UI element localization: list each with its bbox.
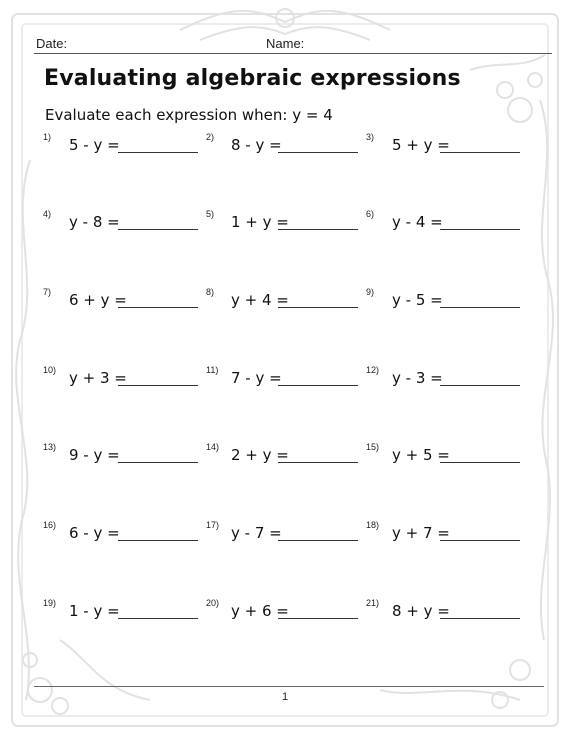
answer-blank[interactable] bbox=[440, 462, 520, 463]
problem-number: 20) bbox=[206, 598, 220, 608]
answer-blank[interactable] bbox=[278, 540, 358, 541]
answer-blank[interactable] bbox=[118, 618, 198, 619]
problem-number: 12) bbox=[366, 365, 380, 375]
problem-expression: 1 + y = bbox=[231, 213, 289, 231]
worksheet-title: Evaluating algebraic expressions bbox=[44, 66, 461, 91]
problem-item bbox=[43, 365, 198, 391]
problem-item bbox=[43, 209, 198, 235]
problem-number: 3) bbox=[366, 132, 375, 142]
problem-expression: y - 4 = bbox=[392, 213, 443, 231]
problem-item bbox=[206, 442, 358, 468]
problem-number: 21) bbox=[366, 598, 380, 608]
problem-item bbox=[43, 598, 198, 624]
problem-expression: y + 4 = bbox=[231, 291, 289, 309]
answer-blank[interactable] bbox=[118, 540, 198, 541]
problem-item bbox=[366, 287, 520, 313]
problem-number: 19) bbox=[43, 598, 57, 608]
problem-expression: 1 - y = bbox=[69, 602, 120, 620]
problem-expression: y - 3 = bbox=[392, 369, 443, 387]
page-number: 1 bbox=[281, 691, 289, 703]
problem-number: 5) bbox=[206, 209, 215, 219]
answer-blank[interactable] bbox=[440, 385, 520, 386]
answer-blank[interactable] bbox=[278, 385, 358, 386]
answer-blank[interactable] bbox=[440, 540, 520, 541]
problem-number: 15) bbox=[366, 442, 380, 452]
problem-item bbox=[366, 209, 520, 235]
problem-item bbox=[206, 209, 358, 235]
date-label: Date: bbox=[36, 36, 68, 51]
problem-item bbox=[366, 132, 520, 158]
problem-number: 14) bbox=[206, 442, 220, 452]
problem-number: 18) bbox=[366, 520, 380, 530]
problem-expression: y - 7 = bbox=[231, 524, 282, 542]
problem-expression: 8 + y = bbox=[392, 602, 450, 620]
problem-item bbox=[43, 442, 198, 468]
problem-number: 11) bbox=[206, 365, 219, 375]
answer-blank[interactable] bbox=[118, 385, 198, 386]
name-label: Name: bbox=[266, 36, 305, 51]
problem-expression: y + 3 = bbox=[69, 369, 127, 387]
answer-blank[interactable] bbox=[440, 152, 520, 153]
problem-number: 7) bbox=[43, 287, 52, 297]
problem-expression: 6 - y = bbox=[69, 524, 120, 542]
problem-expression: y + 7 = bbox=[392, 524, 450, 542]
answer-blank[interactable] bbox=[118, 462, 198, 463]
answer-blank[interactable] bbox=[278, 618, 358, 619]
problem-number: 8) bbox=[206, 287, 215, 297]
problem-expression: y + 5 = bbox=[392, 446, 450, 464]
problem-number: 1) bbox=[43, 132, 52, 142]
answer-blank[interactable] bbox=[278, 229, 358, 230]
problem-number: 2) bbox=[206, 132, 215, 142]
answer-blank[interactable] bbox=[278, 152, 358, 153]
problem-item bbox=[43, 132, 198, 158]
problem-item bbox=[366, 520, 520, 546]
problem-item bbox=[366, 442, 520, 468]
problem-number: 4) bbox=[43, 209, 52, 219]
problem-expression: y + 6 = bbox=[231, 602, 289, 620]
instructions-text: Evaluate each expression when: y = 4 bbox=[45, 106, 333, 124]
problem-number: 17) bbox=[206, 520, 220, 530]
answer-blank[interactable] bbox=[118, 229, 198, 230]
answer-blank[interactable] bbox=[278, 307, 358, 308]
problem-expression: y - 5 = bbox=[392, 291, 443, 309]
problem-expression: 5 - y = bbox=[69, 136, 120, 154]
problem-item bbox=[206, 598, 358, 624]
problem-expression: 9 - y = bbox=[69, 446, 120, 464]
problem-expression: 2 + y = bbox=[231, 446, 289, 464]
problem-expression: y - 8 = bbox=[69, 213, 120, 231]
problem-number: 13) bbox=[43, 442, 57, 452]
problem-number: 10) bbox=[43, 365, 57, 375]
answer-blank[interactable] bbox=[118, 152, 198, 153]
problem-expression: 6 + y = bbox=[69, 291, 127, 309]
problem-item bbox=[206, 520, 358, 546]
problem-number: 6) bbox=[366, 209, 375, 219]
problem-expression: 5 + y = bbox=[392, 136, 450, 154]
answer-blank[interactable] bbox=[440, 618, 520, 619]
problem-item bbox=[206, 132, 358, 158]
problem-expression: 7 - y = bbox=[231, 369, 282, 387]
problem-item bbox=[43, 520, 198, 546]
answer-blank[interactable] bbox=[440, 229, 520, 230]
problem-number: 16) bbox=[43, 520, 57, 530]
problem-number: 9) bbox=[366, 287, 375, 297]
problem-expression: 8 - y = bbox=[231, 136, 282, 154]
footer-divider bbox=[34, 686, 544, 687]
answer-blank[interactable] bbox=[278, 462, 358, 463]
problem-item bbox=[366, 365, 520, 391]
problem-item bbox=[43, 287, 198, 313]
problem-item bbox=[366, 598, 520, 624]
answer-blank[interactable] bbox=[118, 307, 198, 308]
problem-item bbox=[206, 287, 358, 313]
problem-item bbox=[206, 365, 358, 391]
answer-blank[interactable] bbox=[440, 307, 520, 308]
